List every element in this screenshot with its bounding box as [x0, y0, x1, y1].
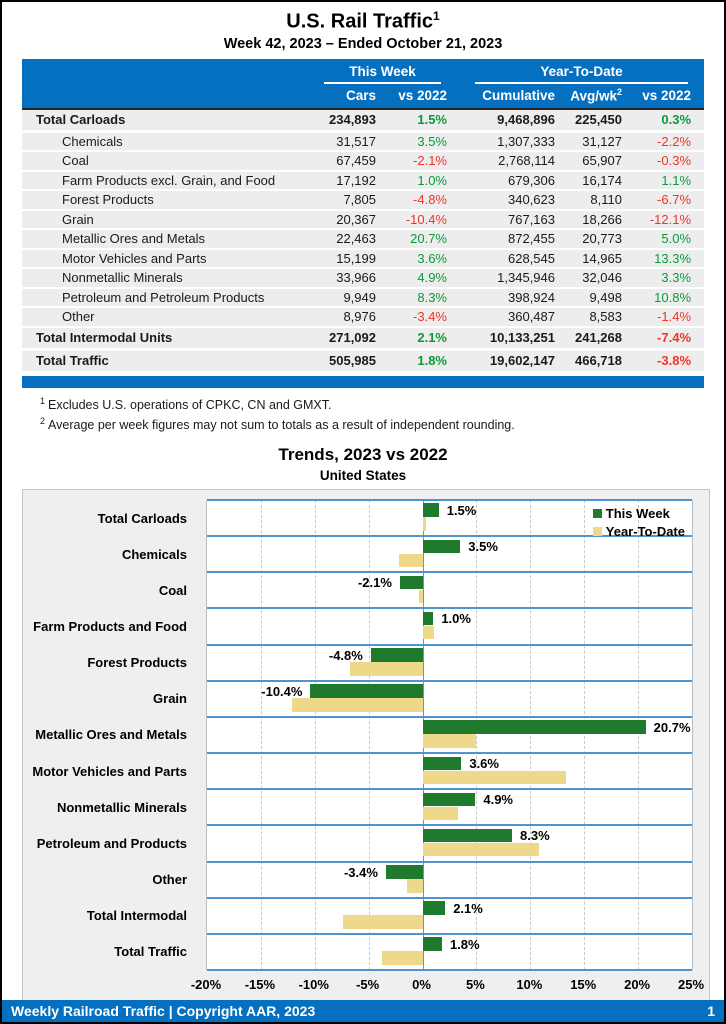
group-header-year-to-date: Year-To-Date: [449, 59, 704, 84]
bar-this-week: [423, 612, 434, 626]
cell-avg-wk: 466,718: [557, 349, 624, 372]
legend-swatch-this-week: [593, 509, 602, 518]
cell-avg-wk: 241,268: [557, 327, 624, 350]
cell-ytd-vs2022: -12.1%: [624, 210, 704, 230]
category-label: Petroleum and Products: [36, 835, 187, 851]
plot-area: [206, 500, 693, 970]
footnote: [40, 396, 724, 412]
col-header-cumulative: Cumulative: [449, 84, 557, 109]
bar-value-label: 8.3%: [520, 828, 550, 844]
cell-thisweek-vs2022: -2.1%: [378, 151, 449, 171]
band-separator-line: [207, 644, 692, 646]
table-body: [22, 109, 704, 373]
category-label: Forest Products: [87, 655, 187, 671]
page-title: [2, 9, 724, 34]
cell-ytd-vs2022: -0.3%: [624, 151, 704, 171]
bar-this-week: [423, 829, 512, 843]
cell-thisweek-vs2022: 20.7%: [378, 229, 449, 249]
bar-value-label: 1.8%: [449, 936, 480, 952]
category-label: Coal: [158, 582, 187, 598]
band-separator-line: [207, 969, 692, 971]
bar-year-to-date: [423, 517, 426, 531]
table-row: [22, 307, 704, 327]
band-separator-line: [207, 752, 692, 754]
category-label: Total Traffic: [114, 944, 187, 960]
footer-title: Weekly Railroad Traffic | Copyright AAR, 2023: [11, 1003, 316, 1019]
x-tick-label: -15%: [244, 976, 276, 992]
cell-cumulative: 19,602,147: [449, 349, 557, 372]
footer-page-number: 1: [707, 1003, 715, 1019]
cell-ytd-vs2022: 10.8%: [624, 288, 704, 308]
cell-ytd-vs2022: 3.3%: [624, 268, 704, 288]
bar-year-to-date: [423, 807, 459, 821]
bar-year-to-date: [382, 951, 423, 965]
cell-thisweek-vs2022: 3.6%: [378, 249, 449, 269]
category-label: Grain: [153, 691, 187, 707]
header-spacer: [22, 84, 322, 109]
x-tick-label: 25%: [677, 976, 705, 992]
cell-thisweek-vs2022: 2.1%: [378, 327, 449, 350]
cell-avg-wk: 16,174: [557, 171, 624, 191]
cell-thisweek-vs2022: -4.8%: [378, 190, 449, 210]
x-tick-label: 0%: [412, 976, 431, 992]
legend-swatch-year-to-date: [593, 527, 602, 536]
footnote-marker: 1: [40, 395, 46, 406]
cell-thisweek-vs2022: 3.5%: [378, 131, 449, 151]
cell-commodity: Metallic Ores and Metals: [22, 229, 322, 249]
cell-cumulative: 10,133,251: [449, 327, 557, 350]
cell-ytd-vs2022: -7.4%: [624, 327, 704, 350]
cell-commodity: Nonmetallic Minerals: [22, 268, 322, 288]
bar-year-to-date: [399, 554, 423, 568]
group-header-this-week: This Week: [322, 59, 449, 84]
chart-subtitle: United States: [319, 467, 407, 483]
table-row: [22, 131, 704, 151]
category-label: Metallic Ores and Metals: [35, 727, 187, 743]
header-spacer: [22, 59, 322, 84]
table-row: [22, 109, 704, 132]
footnotes: [40, 396, 724, 432]
cell-avg-wk: 9,498: [557, 288, 624, 308]
bar-year-to-date: [423, 734, 477, 748]
bar-year-to-date: [343, 915, 423, 929]
cell-cars: 8,976: [322, 307, 378, 327]
bar-year-to-date: [292, 698, 422, 712]
table-row: [22, 171, 704, 191]
rail-traffic-table: [22, 59, 704, 374]
x-tick-label: -5%: [356, 976, 380, 992]
cell-cars: 505,985: [322, 349, 378, 372]
bar-year-to-date: [419, 590, 422, 604]
cell-cars: 20,367: [322, 210, 378, 230]
cell-cumulative: 679,306: [449, 171, 557, 191]
band-separator-line: [207, 571, 692, 573]
cell-thisweek-vs2022: 1.0%: [378, 171, 449, 191]
chart-legend: [593, 505, 685, 541]
legend-item-year-to-date: [593, 523, 685, 541]
table-row: [22, 210, 704, 230]
bar-value-label: 3.5%: [468, 539, 498, 555]
bar-value-label: -4.8%: [328, 647, 363, 663]
bar-this-week: [423, 720, 646, 734]
bar-this-week: [371, 648, 423, 662]
cell-commodity: Coal: [22, 151, 322, 171]
bar-this-week: [310, 684, 422, 698]
cell-cumulative: 9,468,896: [449, 109, 557, 132]
bar-value-label: -2.1%: [357, 575, 392, 591]
bar-value-label: -3.4%: [343, 864, 378, 880]
bar-value-label: 20.7%: [653, 719, 691, 735]
cell-thisweek-vs2022: 1.8%: [378, 349, 449, 372]
cell-ytd-vs2022: 1.1%: [624, 171, 704, 191]
legend-label-year-to-date: Year-To-Date: [605, 524, 685, 540]
cell-ytd-vs2022: -3.8%: [624, 349, 704, 372]
title-footnote-marker: 1: [433, 9, 440, 23]
cell-cumulative: 2,768,114: [449, 151, 557, 171]
cell-cars: 271,092: [322, 327, 378, 350]
cell-avg-wk: 8,583: [557, 307, 624, 327]
bar-value-label: 1.5%: [446, 502, 477, 518]
band-separator-line: [207, 788, 692, 790]
category-label: Motor Vehicles and Parts: [32, 763, 187, 779]
category-label: Other: [152, 872, 187, 888]
cell-cumulative: 767,163: [449, 210, 557, 230]
bar-this-week: [423, 901, 446, 915]
col-header-avg-wk: Avg/$wk^2$: [557, 84, 624, 109]
bar-value-label: 4.9%: [483, 792, 513, 808]
legend-label-this-week: This Week: [605, 506, 670, 522]
cell-avg-wk: 31,127: [557, 131, 624, 151]
cell-cars: 22,463: [322, 229, 378, 249]
x-tick-label: 15%: [570, 976, 597, 992]
category-label: Farm Products and Food: [33, 618, 187, 634]
bar-this-week: [386, 865, 423, 879]
band-separator-line: [207, 716, 692, 718]
cell-avg-wk: 18,266: [557, 210, 624, 230]
category-label: Nonmetallic Minerals: [56, 799, 187, 815]
band-separator-line: [207, 861, 692, 863]
cell-thisweek-vs2022: -3.4%: [378, 307, 449, 327]
cell-avg-wk: 225,450: [557, 109, 624, 132]
cell-commodity: Other: [22, 307, 322, 327]
bar-this-week: [423, 937, 442, 951]
band-separator-line: [207, 824, 692, 826]
cell-ytd-vs2022: 5.0%: [624, 229, 704, 249]
x-tick-label: 10%: [516, 976, 543, 992]
cell-cars: 67,459: [322, 151, 378, 171]
col-header-ytd-vs2022: vs 2022: [624, 84, 704, 109]
cell-ytd-vs2022: 0.3%: [624, 109, 704, 132]
x-tick-label: -20%: [190, 976, 222, 992]
cell-avg-wk: 14,965: [557, 249, 624, 269]
cell-cumulative: 872,455: [449, 229, 557, 249]
bar-year-to-date: [407, 879, 422, 893]
trends-bar-chart: [22, 489, 710, 1005]
category-label: Total Carloads: [97, 510, 187, 526]
table-row: [22, 151, 704, 171]
bar-this-week: [423, 757, 462, 771]
footnote-text: Average per week figures may not sum to totals as a result of independent rounding.: [48, 417, 515, 432]
cell-cumulative: 360,487: [449, 307, 557, 327]
cell-ytd-vs2022: -2.2%: [624, 131, 704, 151]
cell-commodity: Forest Products: [22, 190, 322, 210]
cell-thisweek-vs2022: 4.9%: [378, 268, 449, 288]
category-label: Total Intermodal: [86, 908, 187, 924]
bar-value-label: 2.1%: [453, 900, 483, 916]
cell-cars: 7,805: [322, 190, 378, 210]
table-row: [22, 268, 704, 288]
bar-this-week: [423, 540, 461, 554]
bar-value-label: 3.6%: [469, 756, 499, 772]
x-axis: [190, 976, 705, 997]
bar-value-label: 1.0%: [441, 611, 471, 627]
cell-avg-wk: 65,907: [557, 151, 624, 171]
cell-commodity: Petroleum and Petroleum Products: [22, 288, 322, 308]
footnote-text: Excludes U.S. operations of CPKC, CN and GMXT.: [48, 397, 332, 412]
bar-this-week: [423, 793, 476, 807]
footer-bar: [2, 1000, 724, 1022]
cell-commodity: Chemicals: [22, 131, 322, 151]
footnote: [40, 416, 724, 432]
band-separator-line: [207, 897, 692, 899]
cell-commodity: Total Carloads: [22, 109, 322, 132]
cell-cars: 15,199: [322, 249, 378, 269]
table-header: [22, 59, 704, 109]
cell-cumulative: 1,307,333: [449, 131, 557, 151]
chart-title: Trends, 2023 vs 2022: [278, 444, 448, 464]
avgwk-footnote-marker: 2: [616, 87, 622, 98]
cell-commodity: Total Intermodal Units: [22, 327, 322, 350]
cell-commodity: Motor Vehicles and Parts: [22, 249, 322, 269]
table-row: [22, 327, 704, 350]
cell-cars: 9,949: [322, 288, 378, 308]
cell-cars: 33,966: [322, 268, 378, 288]
category-label: Chemicals: [121, 546, 187, 562]
bar-this-week: [400, 576, 423, 590]
cell-ytd-vs2022: 13.3%: [624, 249, 704, 269]
cell-commodity: Grain: [22, 210, 322, 230]
table-row: [22, 190, 704, 210]
cell-cars: 17,192: [322, 171, 378, 191]
cell-ytd-vs2022: -6.7%: [624, 190, 704, 210]
table-row: [22, 229, 704, 249]
cell-avg-wk: 32,046: [557, 268, 624, 288]
page-subtitle: Week 42, 2023 – Ended October 21, 2023: [223, 35, 503, 52]
bar-this-week: [423, 503, 439, 517]
bar-value-label: -10.4%: [261, 683, 303, 699]
x-tick-label: -10%: [298, 976, 329, 992]
cell-ytd-vs2022: -1.4%: [624, 307, 704, 327]
cell-avg-wk: 20,773: [557, 229, 624, 249]
category-axis: [23, 500, 195, 970]
legend-item-this-week: [593, 505, 685, 523]
cell-cumulative: 1,345,946: [449, 268, 557, 288]
cell-thisweek-vs2022: 8.3%: [378, 288, 449, 308]
cell-avg-wk: 8,110: [557, 190, 624, 210]
x-tick-label: 5%: [466, 976, 485, 992]
cell-commodity: Farm Products excl. Grain, and Food: [22, 171, 322, 191]
cell-commodity: Total Traffic: [22, 349, 322, 372]
col-header-cars: Cars: [322, 84, 378, 109]
table-row: [22, 288, 704, 308]
cell-cumulative: 340,623: [449, 190, 557, 210]
cell-thisweek-vs2022: -10.4%: [378, 210, 449, 230]
cell-cumulative: 398,924: [449, 288, 557, 308]
table-row: [22, 349, 704, 372]
page-title-text: U.S. Rail Traffic: [286, 10, 434, 33]
footnote-marker: 2: [40, 415, 46, 426]
cell-cars: 31,517: [322, 131, 378, 151]
table-row: [22, 249, 704, 269]
bar-year-to-date: [423, 626, 435, 640]
cell-cumulative: 628,545: [449, 249, 557, 269]
cell-cars: 234,893: [322, 109, 378, 132]
cell-thisweek-vs2022: 1.5%: [378, 109, 449, 132]
x-tick-label: 20%: [624, 976, 651, 992]
col-header-thisweek-vs2022: vs 2022: [378, 84, 449, 109]
table-bottom-bar: [22, 376, 704, 388]
